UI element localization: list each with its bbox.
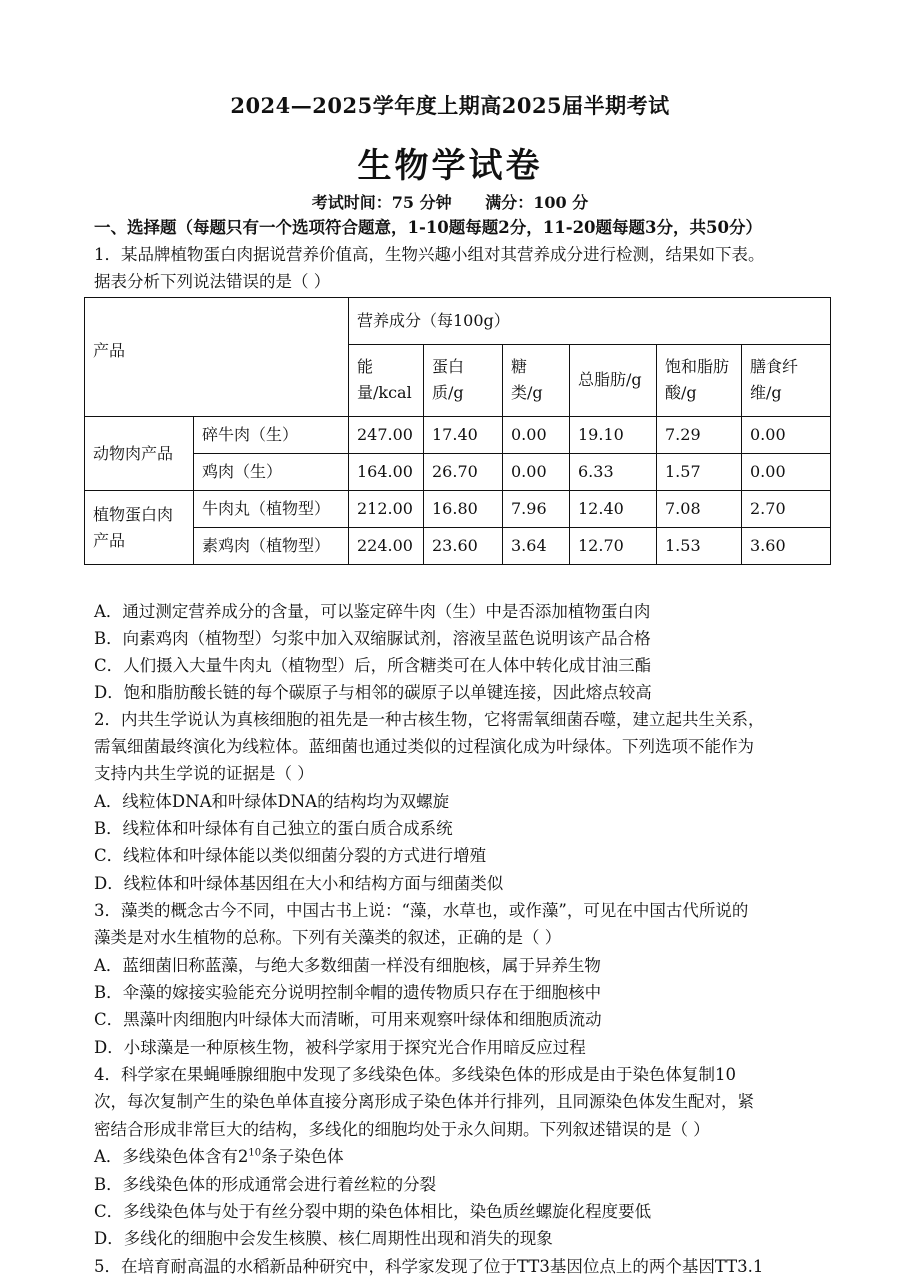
q4-option-a-pre: A．多线染色体含有2 [94, 1147, 249, 1166]
q4-option-d: D．多线化的细胞中会发生核膜、核仁周期性出现和消失的现象 [94, 1229, 553, 1248]
product-name: 素鸡肉（植物型） [194, 528, 349, 565]
cell: 16.80 [424, 491, 503, 528]
cell: 1.57 [657, 454, 742, 491]
q2-option-b: B．线粒体和叶绿体有自己独立的蛋白质合成系统 [94, 819, 453, 838]
cell: 19.10 [570, 417, 657, 454]
q4-stem-line3: 密结合形成非常巨大的结构，多线化的细胞均处于永久间期。下列叙述错误的是（ ） [94, 1120, 710, 1139]
q2-option-a: A．线粒体DNA和叶绿体DNA的结构均为双螺旋 [94, 792, 450, 811]
q2-stem-line2: 需氧细菌最终演化为线粒体。蓝细菌也通过类似的过程演化成为叶绿体。下列选项不能作为 [94, 737, 754, 756]
q1-option-c: C．人们摄入大量牛肉丸（植物型）后，所含糖类可在人体中转化成甘油三酯 [94, 656, 652, 675]
section-heading: 一、选择题（每题只有一个选项符合题意，1-10题每题2分，11-20题每题3分，共50分） [94, 218, 762, 237]
cell: 23.60 [424, 528, 503, 565]
q4-option-a [94, 1143, 834, 1170]
cell: 212.00 [349, 491, 424, 528]
q3-option-c: C．黑藻叶肉细胞内叶绿体大而清晰，可用来观察叶绿体和细胞质流动 [94, 1010, 602, 1029]
q3-option-a: A．蓝细菌旧称蓝藻，与绝大多数细菌一样没有细胞核，属于异养生物 [94, 956, 601, 975]
exam-title: 2024—2025学年度上期高2025届半期考试 [230, 93, 670, 118]
q1-option-a: A．通过测定营养成分的含量，可以鉴定碎牛肉（生）中是否添加植物蛋白肉 [94, 602, 651, 621]
cell: 1.53 [657, 528, 742, 565]
table-row [85, 491, 831, 528]
q3-stem-line2: 藻类是对水生植物的总称。下列有关藻类的叙述，正确的是（ ） [94, 928, 562, 947]
table-product-header: 产品 [85, 298, 349, 417]
q2-option-d: D．线粒体和叶绿体基因组在大小和结构方面与细菌类似 [94, 874, 504, 893]
cell: 0.00 [503, 417, 570, 454]
q5-stem-line1: 5．在培育耐高温的水稻新品种研究中，科学家发现了位于TT3基因位点上的两个基因TT3.1 [94, 1257, 764, 1276]
q4-option-b: B．多线染色体的形成通常会进行着丝粒的分裂 [94, 1175, 437, 1194]
subject-title: 生物学试卷 [357, 146, 543, 186]
cell: 0.00 [742, 454, 831, 491]
product-name: 碎牛肉（生） [194, 417, 349, 454]
cell: 12.70 [570, 528, 657, 565]
cell: 17.40 [424, 417, 503, 454]
cell: 7.08 [657, 491, 742, 528]
q1-option-d: D．饱和脂肪酸长链的每个碳原子与相邻的碳原子以单键连接，因此熔点较高 [94, 683, 652, 702]
table-row [85, 528, 831, 565]
exam-info [0, 190, 900, 213]
exam-time: 考试时间：75 分钟 [311, 193, 452, 212]
q2-stem-line1: 2．内共生学说认为真核细胞的祖先是一种古核生物，它将需氧细菌吞噬，建立起共生关系， [94, 710, 765, 729]
table-group-header: 营养成分（每100g） [349, 298, 831, 345]
product-name: 牛肉丸（植物型） [194, 491, 349, 528]
cell: 26.70 [424, 454, 503, 491]
cell: 247.00 [349, 417, 424, 454]
group-plant: 植物蛋白肉产品 [85, 491, 194, 565]
q4-option-a-post: 条子染色体 [261, 1147, 344, 1166]
col-header-fat: 总脂肪/g [570, 344, 657, 416]
q1-stem-line1: 1．某品牌植物蛋白肉据说营养价值高，生物兴趣小组对其营养成分进行检测，结果如下表。 [94, 245, 765, 264]
exam-score: 满分：100 分 [485, 193, 589, 212]
q4-stem-line2: 次，每次复制产生的染色单体直接分离形成子染色体并行排列，且同源染色体发生配对，紧 [94, 1092, 754, 1111]
cell: 164.00 [349, 454, 424, 491]
q3-option-d: D．小球藻是一种原核生物，被科学家用于探究光合作用暗反应过程 [94, 1038, 586, 1057]
q1-stem-line2: 据表分析下列说法错误的是（ ） [94, 272, 331, 291]
q4-option-c: C．多线染色体与处于有丝分裂中期的染色体相比，染色质丝螺旋化程度要低 [94, 1202, 652, 1221]
product-name: 鸡肉（生） [194, 454, 349, 491]
q2-stem-line3: 支持内共生学说的证据是（ ） [94, 764, 314, 783]
q4-option-a-sup: 10 [248, 1147, 262, 1159]
col-header-carb: 糖 类/g [503, 344, 570, 416]
q1-option-b: B．向素鸡肉（植物型）匀浆中加入双缩脲试剂，溶液呈蓝色说明该产品合格 [94, 629, 651, 648]
table-row [85, 454, 831, 491]
col-header-satfat: 饱和脂肪酸/g [657, 344, 742, 416]
cell: 7.29 [657, 417, 742, 454]
cell: 0.00 [503, 454, 570, 491]
cell: 7.96 [503, 491, 570, 528]
cell: 3.64 [503, 528, 570, 565]
cell: 0.00 [742, 417, 831, 454]
col-header-protein: 蛋白质/g [424, 344, 503, 416]
cell: 3.60 [742, 528, 831, 565]
cell: 224.00 [349, 528, 424, 565]
q2-option-c: C．线粒体和叶绿体能以类似细菌分裂的方式进行增殖 [94, 846, 487, 865]
cell: 6.33 [570, 454, 657, 491]
nutrition-table [84, 297, 831, 565]
q3-stem-line1: 3．藻类的概念古今不同，中国古书上说：“藻，水草也，或作藻”，可见在中国古代所说的 [94, 901, 749, 920]
col-header-fiber: 膳食纤维/g [742, 344, 831, 416]
q3-option-b: B．伞藻的嫁接实验能充分说明控制伞帽的遗传物质只存在于细胞核中 [94, 983, 602, 1002]
table-row [85, 417, 831, 454]
cell: 2.70 [742, 491, 831, 528]
group-animal: 动物肉产品 [85, 417, 194, 491]
cell: 12.40 [570, 491, 657, 528]
col-header-energy: 能 量/kcal [349, 344, 424, 416]
q4-stem-line1: 4．科学家在果蝇唾腺细胞中发现了多线染色体。多线染色体的形成是由于染色体复制10 [94, 1065, 736, 1084]
